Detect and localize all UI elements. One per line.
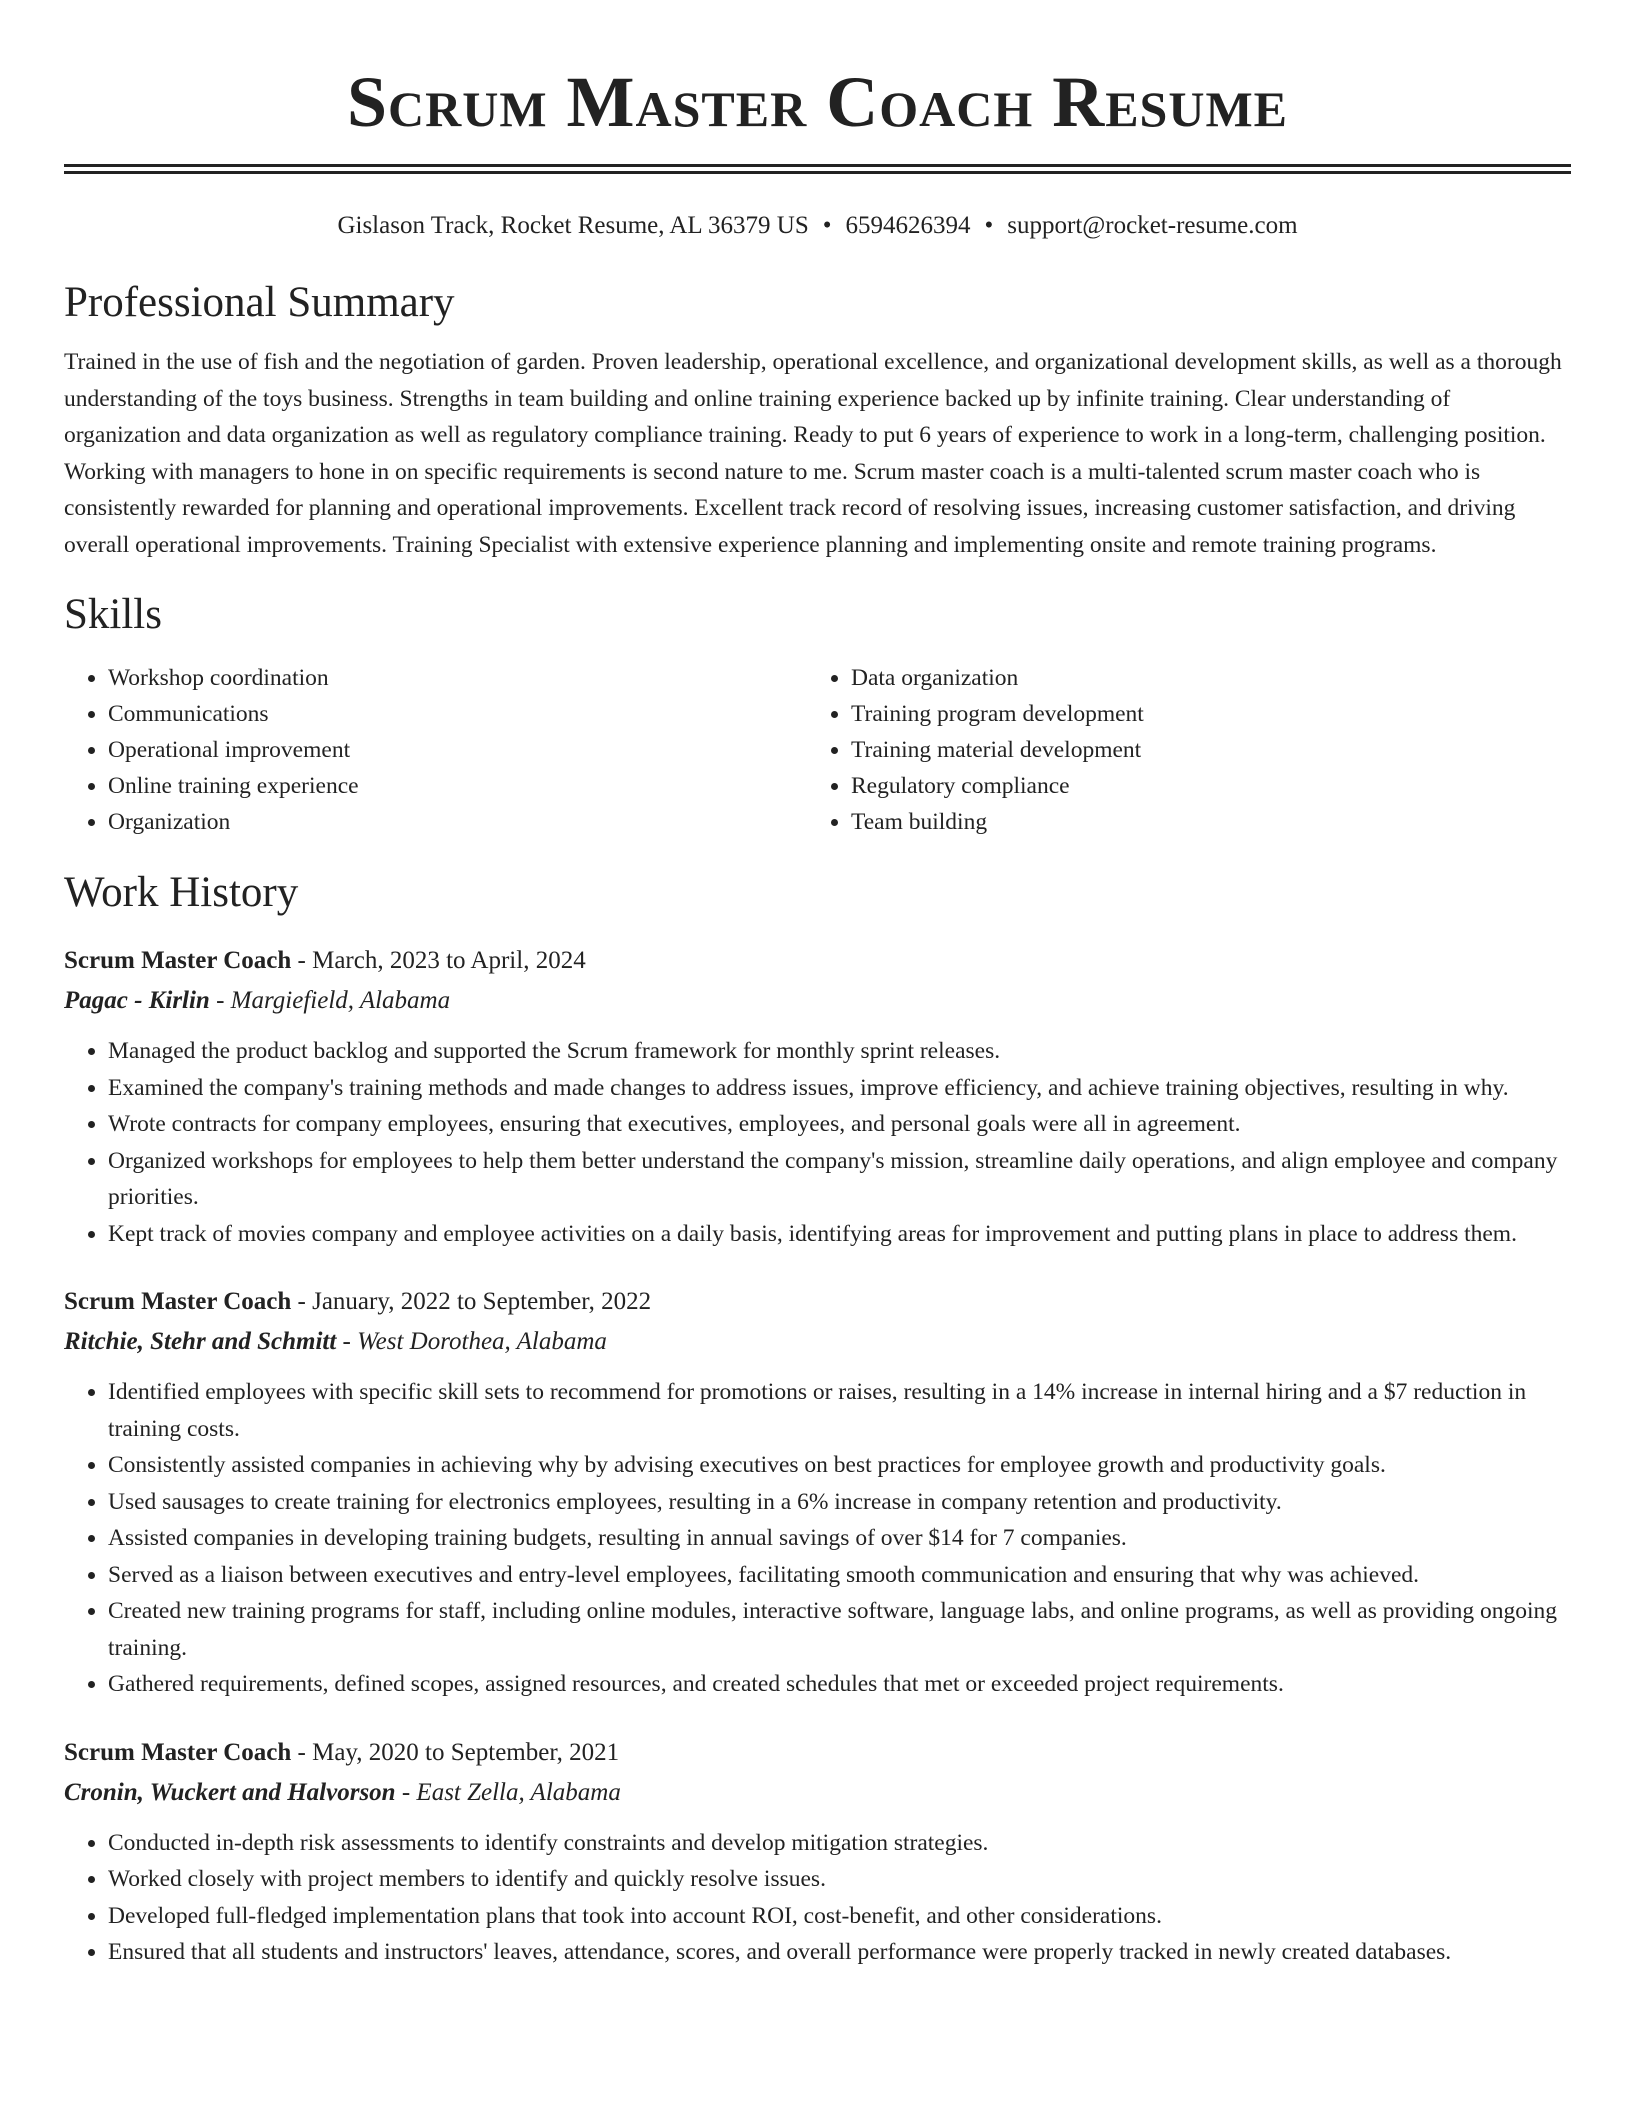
job-entry [64,1733,1571,1971]
skill-item: • Operational improvement [108,732,807,768]
duty-item: • Managed the product backlog and supported the Scrum framework for monthly sprint releases. [108,1033,1571,1070]
skill-item: • Training program development [851,696,1550,732]
job-title: Scrum Master Coach [64,947,292,974]
duties-list [64,1374,1571,1703]
duty-item: • Identified employees with specific skill sets to recommend for promotions or raises, resulting in a 14% increase in internal hiring and a $7 reduction in training costs. [108,1374,1571,1447]
duty-item: • Served as a liaison between executives and entry-level employees, facilitating smooth communication and ensuring that why was achieved. [108,1557,1571,1594]
duty-item: • Organized workshops for employees to help them better understand the company's mission, streamline daily operations, and align employee and company priorities. [108,1143,1571,1216]
contact-separator: • [984,212,994,239]
job-dates: - March, 2023 to April, 2024 [291,947,586,974]
duty-item: • Used sausages to create training for electronics employees, resulting in a 6% increase in company retention and productivity. [108,1484,1571,1521]
skill-item: • Data organization [851,660,1550,696]
skill-item: • Workshop coordination [108,660,807,696]
duties-list [64,1033,1571,1252]
duty-item: • Kept track of movies company and employee activities on a daily basis, identifying areas for improvement and putting plans in place to address them. [108,1216,1571,1253]
job-title-line [64,1282,1571,1322]
contact-phone: 6594626394 [845,212,971,239]
duty-item: • Created new training programs for staff, including online modules, interactive software, language labs, and online programs, as well as providing ongoing training. [108,1593,1571,1666]
contact-email: support@rocket-resume.com [1007,212,1298,239]
duties-list [64,1825,1571,1971]
title-double-rule [64,164,1571,174]
duty-item: • Worked closely with project members to identify and quickly resolve issues. [108,1861,1571,1898]
company-line [64,981,1571,1021]
duty-item: • Examined the company's training methods and made changes to address issues, improve efficiency, and achieve training objectives, resulting in why. [108,1070,1571,1107]
duty-item: • Gathered requirements, defined scopes, assigned resources, and created schedules that met or exceeded project requirements. [108,1666,1571,1703]
company-name: Pagac - Kirlin [64,987,210,1014]
contact-line [64,210,1571,242]
skills-heading: Skills [64,591,162,638]
resume-title: Scrum Master Coach Resume [346,62,1289,142]
duty-item: • Developed full-fledged implementation plans that took into account ROI, cost-benefit, and other considerations. [108,1898,1571,1935]
skills-list [64,660,1571,840]
company-location: - Margiefield, Alabama [209,987,451,1014]
job-title-line [64,941,1571,981]
skills-column-left [64,660,807,840]
summary-text: Trained in the use of fish and the negotiation of garden. Proven leadership, operational excellence, and organizational development skills, as well as a thorough understanding of the toys business. Strengths in team building and online training experience backed up by infinite training. Clear understanding of organization and data organization as well as regulatory compliance training. Ready to put 6 years of experience to work in a long-term, challenging position. Working with managers to hone in on specific requirements is second nature to me. Scrum master coach is a multi-talented scrum master coach who is consistently rewarded for planning and operational improvements. Excellent track record of resolving issues, increasing customer satisfaction, and driving overall operational improvements. Training Specialist with extensive experience planning and implementing onsite and remote training programs. [64,349,1562,558]
skill-item: • Online training experience [108,768,807,804]
duty-item: • Ensured that all students and instructors' leaves, attendance, scores, and overall performance were properly tracked in newly created databases. [108,1934,1571,1971]
duty-item: • Assisted companies in developing training budgets, resulting in annual savings of over $14 for 7 companies. [108,1520,1571,1557]
skill-item: • Team building [851,804,1550,840]
duty-item: • Consistently assisted companies in achieving why by advising executives on best practices for employee growth and productivity goals. [108,1447,1571,1484]
contact-separator: • [822,212,832,239]
job-title-line [64,1733,1571,1773]
summary-heading: Professional Summary [64,279,455,326]
company-line [64,1773,1571,1813]
resume-page [64,0,1571,1971]
company-location: - East Zella, Alabama [395,1778,621,1806]
company-name: Cronin, Wuckert and Halvorson [64,1778,396,1806]
work-history-heading: Work History [64,869,299,916]
job-dates: - May, 2020 to September, 2021 [291,1738,620,1766]
job-title: Scrum Master Coach [64,1288,292,1315]
skill-item: • Organization [108,804,807,840]
job-dates: - January, 2022 to September, 2022 [291,1288,652,1315]
duty-item: • Wrote contracts for company employees, ensuring that executives, employees, and personal goals were all in agreement. [108,1106,1571,1143]
company-line [64,1322,1571,1362]
skill-item: • Training material development [851,732,1550,768]
duty-item: • Conducted in-depth risk assessments to identify constraints and develop mitigation strategies. [108,1825,1571,1862]
skill-item: • Communications [108,696,807,732]
job-title: Scrum Master Coach [64,1738,292,1766]
skill-item: • Regulatory compliance [851,768,1550,804]
company-name: Ritchie, Stehr and Schmitt [64,1328,337,1355]
skills-column-right [807,660,1550,840]
job-entry [64,1282,1571,1703]
job-entry [64,941,1571,1252]
contact-address: Gislason Track, Rocket Resume, AL 36379 US [337,212,809,239]
company-location: - West Dorothea, Alabama [336,1328,607,1355]
